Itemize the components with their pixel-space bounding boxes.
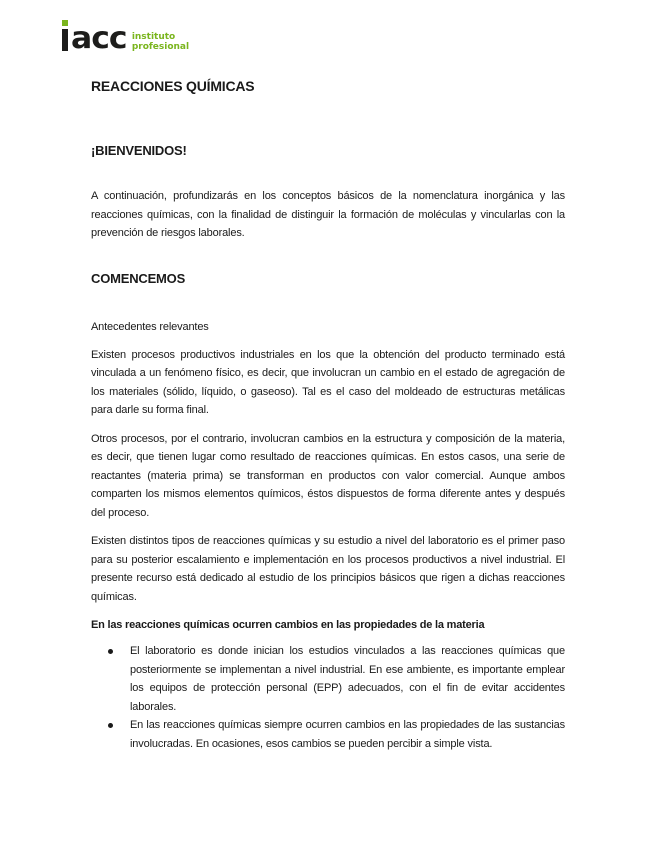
paragraph-chemical-processes: Otros procesos, por el contrario, involucran cambios en la estructura y composición de la materia, es decir, que tienen lugar como resultado de reacciones químicas. En estos casos, una serie de reactantes (materia prima) se transforman en productos con valor comercial. Aunque ambos comparten los mismos elementos químicos, éstos dispuestos de forma diferente antes y después del proceso. bbox=[91, 432, 565, 519]
logo-letters: acc bbox=[71, 21, 127, 56]
welcome-heading: ¡BIENVENIDOS! bbox=[91, 143, 187, 158]
document-content bbox=[91, 76, 565, 753]
logo-letter-i bbox=[62, 29, 68, 51]
key-points-list bbox=[91, 642, 565, 753]
paragraph-physical-processes: Existen procesos productivos industriales en los que la obtención del producto terminado está vinculada a un fenómeno físico, es decir, que involucran un cambio en el estado de agregación de los materiales (sólido, líquido, o gaseoso). Tal es el caso del moldeado de estructuras metálicas para darle su forma final. bbox=[91, 348, 565, 416]
iacc-logo bbox=[62, 19, 190, 56]
start-heading: COMENCEMOS bbox=[91, 270, 186, 286]
list-item-text: El laboratorio es donde inician los estudios vinculados a las reacciones químicas que posteriormente se implementan a nivel industrial. En ese ambiente, es importante emplear los equipos de protección personal (EPP) adecuados, con el fin de evitar accidentes laborales. bbox=[130, 645, 565, 713]
logo-dot bbox=[62, 20, 68, 26]
list-item bbox=[91, 716, 565, 753]
bullet-icon bbox=[108, 723, 113, 728]
list-item bbox=[91, 642, 565, 716]
intro-paragraph: A continuación, profundizarás en los conceptos básicos de la nomenclatura inorgánica y las reacciones químicas, con la finalidad de distinguir la formación de moléculas y vincularlas con la prevención de riesgos laborales. bbox=[91, 190, 565, 239]
bullet-icon bbox=[108, 649, 113, 654]
logo-stem bbox=[62, 29, 68, 51]
list-item-text: En las reacciones químicas siempre ocurren cambios en las propiedades de las sustancias involucradas. En ocasiones, esos cambios se pueden percibir a simple vista. bbox=[130, 719, 565, 750]
logo-subtitle-line-2: profesional bbox=[131, 42, 190, 52]
logo-subtitle bbox=[132, 32, 189, 52]
logo-subtitle-line-1: instituto bbox=[131, 32, 176, 42]
bold-statement: En las reacciones químicas ocurren cambios en las propiedades de la materia bbox=[91, 619, 485, 631]
paragraph-reaction-types: Existen distintos tipos de reacciones químicas y su estudio a nivel del laboratorio es el primer paso para su posterior escalamiento e implementación en los procesos productivos a nivel industrial. El presente recurso está dedicado al estudio de los principios básicos que rigen a dichas reacciones químicas. bbox=[91, 535, 565, 603]
background-subheading: Antecedentes relevantes bbox=[91, 320, 209, 333]
document-title: REACCIONES QUÍMICAS bbox=[91, 78, 255, 94]
logo-mark bbox=[62, 19, 127, 56]
